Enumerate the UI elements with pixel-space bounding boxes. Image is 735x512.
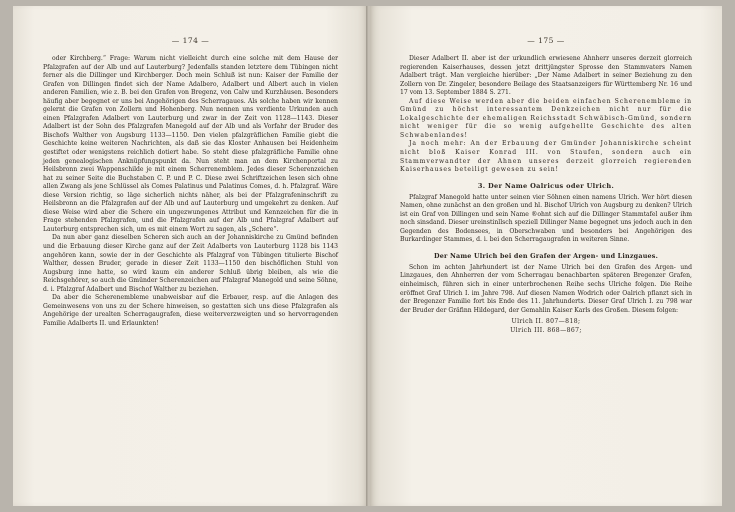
paragraph: Da aber die Scherenembleme unabweisbar auf die Erbauer, resp. auf die Anlagen des Gemeinwesens von uns zu der Schere hinweisen, so gestatten sich uns diese Pfalzgrafen als Angehörige der urealten Scherragaugrafen, diese weiterverzweigten und so hervorragenden Familie Adalberts II. und Erlaunkten! bbox=[43, 294, 338, 327]
list-item: Ulrich III. 868—867; bbox=[510, 326, 582, 334]
page-number-right: — 175 — bbox=[527, 36, 565, 45]
list-item: Ulrich II. 807—818; bbox=[511, 318, 581, 326]
paragraph-emphasized: Ja noch mehr: An der Erbauung der Gmünder Johanniskirche scheint nicht bloß Kaiser Konrad III. von Staufen, sondern auch ein Stammverwandter der Ahnen unseres derzeit glorreich regierenden Kaiserhauses beteiligt gewesen zu sein! bbox=[400, 140, 692, 174]
page-right bbox=[370, 6, 722, 506]
subsection-heading: Der Name Ulrich bei den Grafen der Argen- und Linzgaues. bbox=[433, 251, 659, 260]
paragraph: Pfalzgraf Manegold hatte unter seinen vier Söhnen einen namens Ulrich. Wer hört diesen Namen, ohne zunächst an den großen und hl. Bischof Ulrich von Augsburg zu denken? Ulrich ist ein Graf von Dillingen und sein Name ®ohnt sich auf die Dillinger Stammtafel außer ihm noch sinsdand. Dieser ureinstinllsch speziell Dillinger Name begegnet uns jedoch auch in den Gegenden des Bodensees, in Oberschwaben und besonders bei Angehörigen des Burkardinger Stammes, d. i. bei den Scherragaugrafen in weiteren Sinne. bbox=[400, 193, 692, 244]
left-text-column bbox=[13, 55, 368, 329]
right-text-column bbox=[370, 55, 722, 335]
paragraph: Schon im achten Jahrhundert ist der Name Ulrich bei den Grafen des Argen- und Linzgaues, den Ahnherren der vom Scherragau benachbarten späteren Bregenzer Grafen, einheimisch, führen sich in einer unterbrochenen Reihe sechs Ulriche folgen. Die Reihe eröffnet Graf Ulrich I. im Jahre 798. Auf diesen Namen Wodrich oder Oalrich pflanzt sich in der Bregenzer Familie fort bis Ende des 11. Jahrhunderts. Dieser Graf Ulrich I. zu 798 war der Bruder der Gräfinn Hildegard, der Gemahlin Kaiser Karls des Großen. Diesem folgen: bbox=[400, 263, 692, 314]
page-left bbox=[13, 6, 368, 506]
paragraph: Da nun aber ganz dieselben Scheren sich auch an der Johanniskirche zu Gmünd befinden und die Erbauung dieser Kirche ganz auf der Zeit Adalberts von Lauterburg 1128 bis 1143 angehören kann, sowie der in der Geschichte als Pfalzgraf von Tübingen titulierte Bischof Walther, dessen Bruder, gerade in dieser Zeit 1133—1150 den bischöflichen Stuhl von Augsburg inne hatte, so wird kaum ein anderer Schluß übrig bleiben, als wie die Reichsgehörer, so auch die Gmünder Scherenzeichen auf Pfalzgraf Manegold und seine Söhne, d. i. Pfalzgraf Adalbert und Bischof Walther zu beziehen. bbox=[43, 234, 338, 293]
paragraph: Dieser Adalbert II. aber ist der urkundlich erwiesene Ahnherr unseres derzeit glorreich regierenden Kaiserhauses, dessen jetzt drittjüngster Sprosse den Stammvaters Namen Adalbert trägt. Man vergleiche hierüber: „Der Name Adalbert in seiner Beziehung zu den Zollern von Dr. Zingeler, besondere Beilage des Staatsanzeigers für Württemberg Nr. 16 und 17 vom 13. September 1884 S. 271. bbox=[400, 55, 692, 97]
paragraph: oder Kirchberg.“ Frage: Warum nicht vielleicht durch eine solche mit dem Hause der Pfalzgrafen auf der Alb und auf Lauterburg? Jedenfalls standen letztere dem Tübingen nicht ferner als die Dillinger und Kirchberger. Doch mein Schluß ist nun: Kaiser der Familie der Grafen von Dillingen findet sich der Name Adalbero, Adalbert und Albert auch in vielen anderen Familien, wie z. B. bei den Grafen von Bregenz, von Calw und Kurzhäusen. Besonders häufig aber begegnet er uns bei Angehörigen des Scherragaues. Als solche haben wir kennen gelernt die Grafen von Zollern und Hohenberg. Nun nennen uns verdiente Urkunden auch einen Pfalzgrafen Adalbert von Lauterburg und zwar in der Zeit von 1128—1143. Dieser Adalbert ist der Sohn des Pfalzgrafen Manegold auf der Alb und als Vorfahr der Bruder des Bischofs Walther von Augsburg 1133—1150. Den vielen pfalzgräflichen Familie giebt die Geschichte keine weiteren Nachrichten, als daß sie das Kloster Anhausen bei Heidenheim gestiftet oder wenigstens reichlich dotiert habe. So steht diese pfalzgräfliche Familie ohne jeden genealogischen Anknüpfungspunkt da. Nun steht man an dem Kirchenportal zu Heilsbronn zwei Wappenschilde je mit einem Scherrenemblem. Jedes dieser Scherenzeichen hat zu seiner Seite die Buchstaben C. P. und P. C. Diese zwei Schriftzeichen lesen sich ohne allen Zwang als jene Schlüssel als Comes Palatinus und Palatinus Comes, d. h. Pfalzgraf. Wäre diese Version richtig, so läge sicherlich nichts näher, als bei der Pfalzgrafeninschrift zu Heilsbronn an die Pfalzgrafen auf der Alb und auf Lauterburg und umgekehrt zu denken. Auf diese Weise wird aber die Schere ein ungezwungenes Attribut und Kennzeichen für die in Frage stehenden Pfalzgrafen, und die Pfalzgrafen auf der Alb und Pfalzgraf Adalbert auf Lauterburg entsprechen sich, um es mit einem Wort zu sagen, als „Schere“. bbox=[43, 55, 338, 233]
ruler-list bbox=[400, 318, 692, 335]
page-number-left: — 174 — bbox=[171, 36, 210, 45]
paragraph-emphasized: Auf diese Weise werden aber die beiden einfachen Scherenembleme in Gmünd zu höchst interessantem Denkzeichen nicht nur für die Lokalgeschichte der ehemaligen Reichsstadt Schwäbisch-Gmünd, sondern nicht weniger für die so wenig aufgehellte Geschichte des alten Schwabenlandes! bbox=[400, 97, 692, 139]
section-heading: 3. Der Name Oalricus oder Ulrich. bbox=[477, 181, 615, 190]
